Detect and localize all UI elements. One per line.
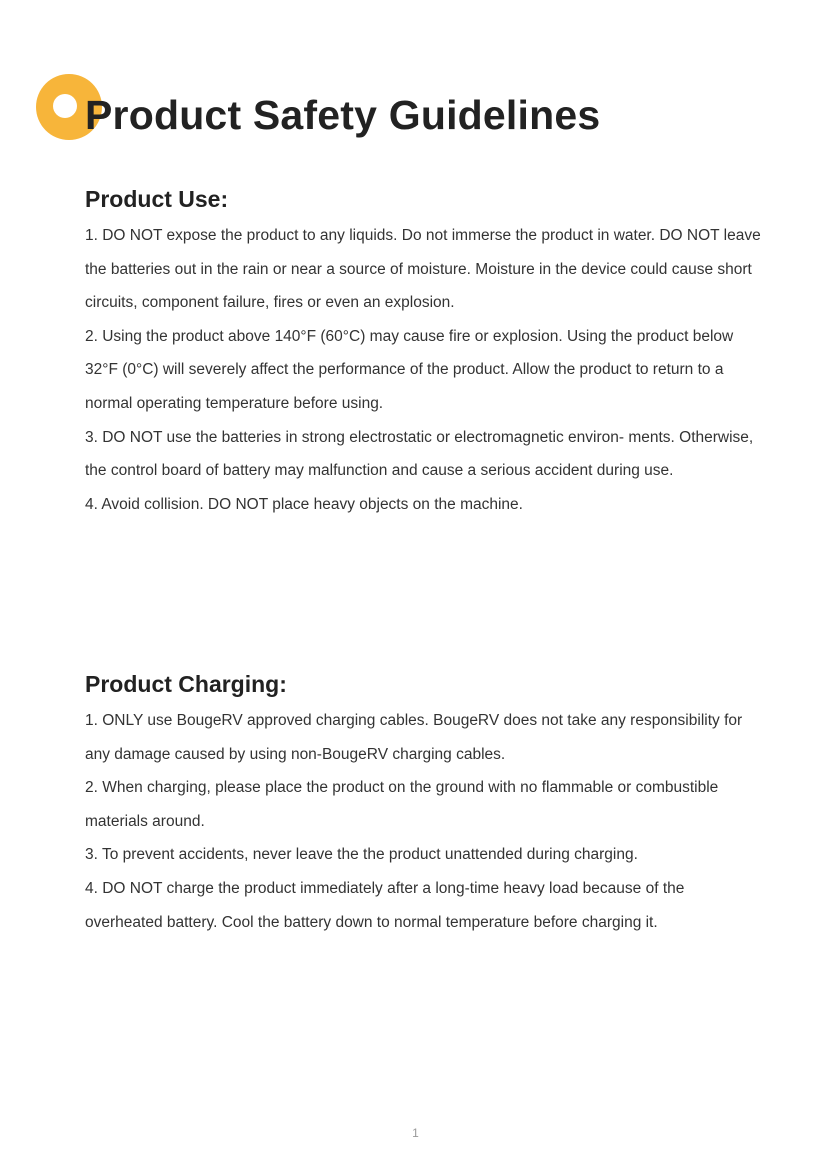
product-charging-item-1: 1. ONLY use BougeRV approved charging cables. BougeRV does not take any responsibility for any damage caused by using non-BougeRV charging cables. [85, 712, 743, 763]
product-charging-item-4: 4. DO NOT charge the product immediately after a long-time heavy load because of the overheated battery. Cool the battery down to normal temperature before charging it. [85, 879, 685, 931]
product-use-item-4: 4. Avoid collision. DO NOT place heavy objects on the machine. [85, 495, 523, 513]
product-use-item-1: 1. DO NOT expose the product to any liquids. Do not immerse the product in water. DO NOT leave the batteries out in the rain or near a source of moisture. Moisture in the device could cause short circuits, component failure, fires or even an explosion. [85, 227, 761, 312]
product-use-item-3: 3. DO NOT use the batteries in strong electrostatic or electromagnetic environ- ments. Otherwise, the control board of battery may malfunction and cause a serious accident during use. [85, 428, 754, 480]
page-title: Product Safety Guidelines [85, 92, 601, 138]
product-use-section [85, 183, 765, 521]
product-use-item-2: 2. Using the product above 140°F (60°C) may cause fire or explosion. Using the product below 32°F (0°C) will severely affect the performance of the product. Allow the product to return to a normal operating temperature before using. [85, 327, 734, 412]
product-charging-section [85, 668, 765, 939]
product-charging-item-2: 2. When charging, please place the product on the ground with no flammable or combustible materials around. [85, 779, 719, 830]
page-number: 1 [412, 1126, 419, 1140]
product-use-heading: Product Use: [85, 186, 229, 212]
product-charging-heading: Product Charging: [85, 671, 287, 697]
product-charging-item-3: 3. To prevent accidents, never leave the the product unattended during charging. [85, 846, 638, 864]
